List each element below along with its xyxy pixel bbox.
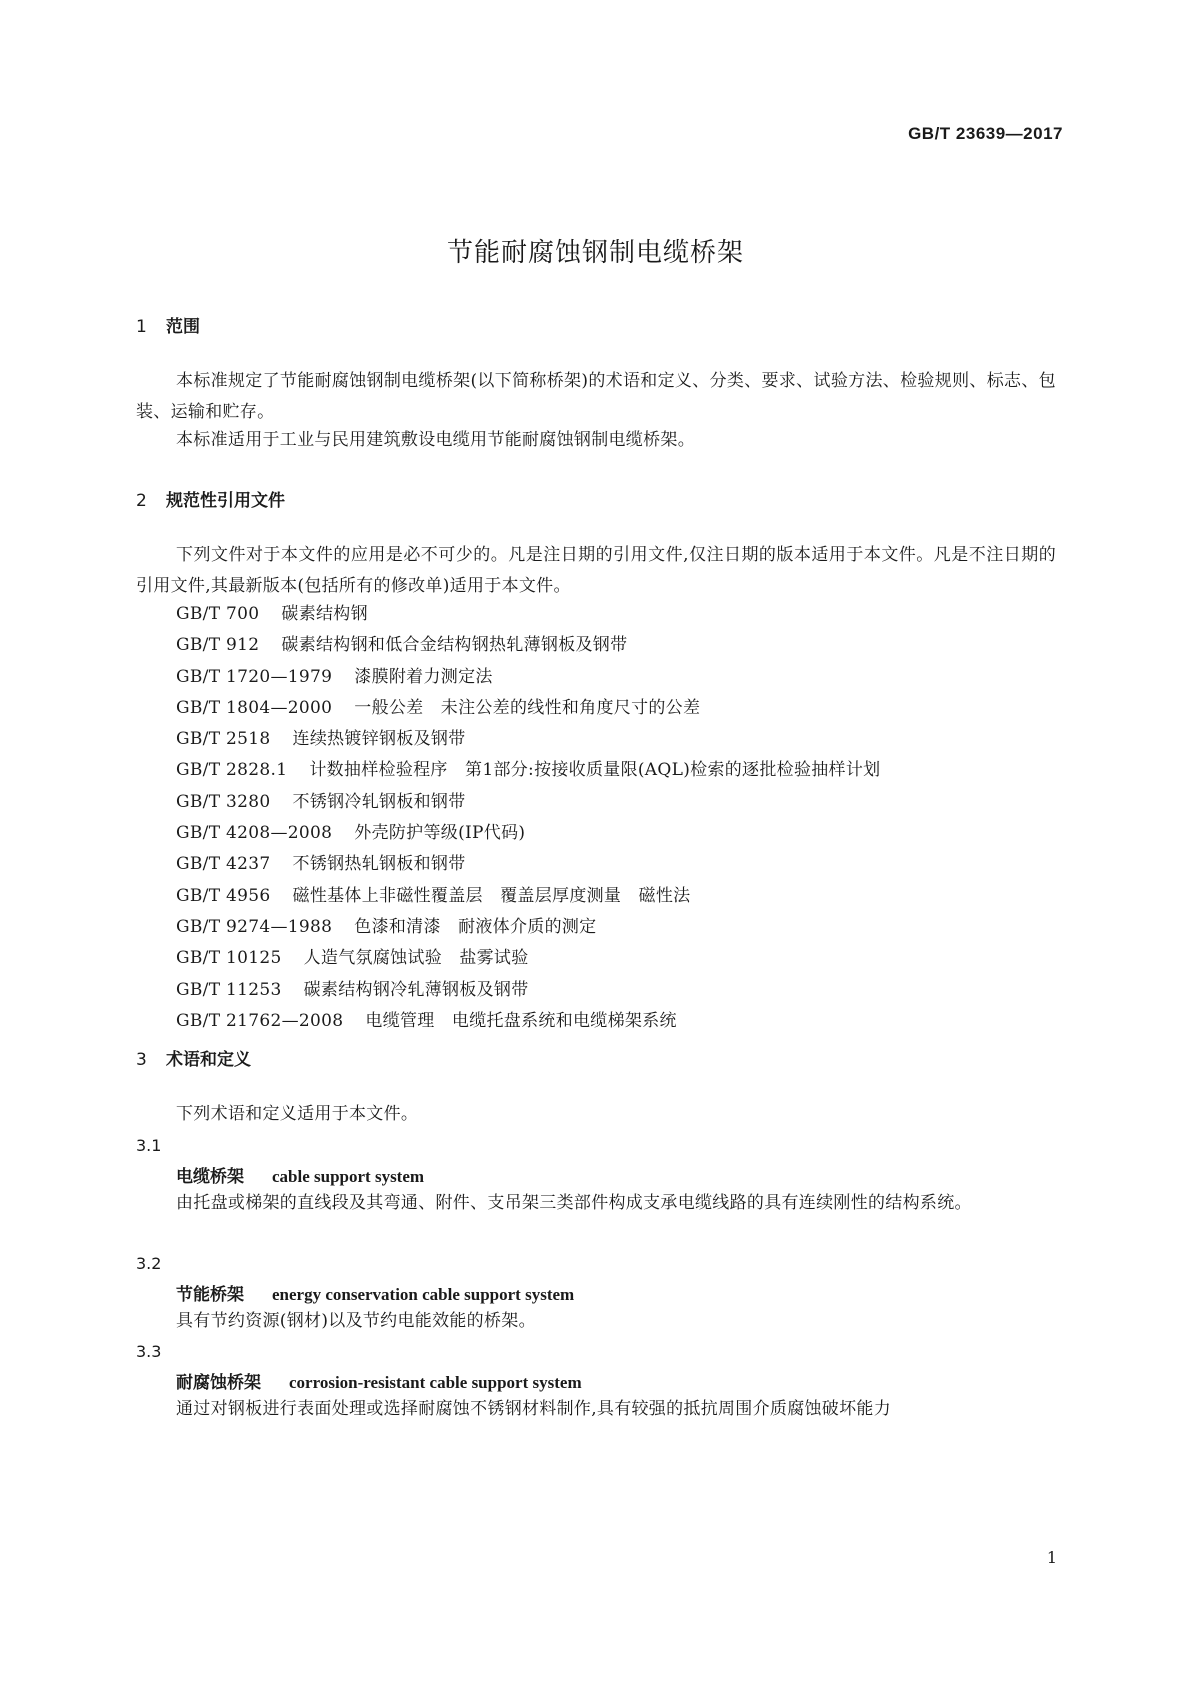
clause-number: 3.3 bbox=[136, 1342, 162, 1361]
reference-code: GB/T 1804—2000 bbox=[176, 697, 333, 718]
reference-title: 电缆管理 电缆托盘系统和电缆梯架系统 bbox=[365, 1010, 677, 1031]
reference-code: GB/T 11253 bbox=[176, 979, 282, 1000]
term-entry bbox=[176, 1368, 582, 1393]
section-1-paragraph-1: 本标准规定了节能耐腐蚀钢制电缆桥架(以下简称桥架)的术语和定义、分类、要求、试验方法、检验规则、标志、包装、运输和贮存。 bbox=[136, 371, 1056, 422]
reference-item bbox=[176, 724, 1056, 755]
reference-title: 外壳防护等级(IP代码) bbox=[354, 823, 526, 844]
page-number: 1 bbox=[1046, 1548, 1057, 1567]
clause-number: 3.1 bbox=[136, 1136, 162, 1155]
reference-item bbox=[176, 1006, 1056, 1037]
reference-code: GB/T 700 bbox=[176, 604, 260, 624]
reference-item bbox=[176, 818, 1056, 849]
term-chinese: 耐腐蚀桥架 bbox=[176, 1373, 261, 1393]
reference-item bbox=[176, 943, 1056, 974]
section-2-heading bbox=[136, 486, 1056, 511]
reference-item bbox=[176, 662, 1056, 693]
section-number: 1 bbox=[136, 317, 147, 337]
reference-code: GB/T 10125 bbox=[176, 948, 282, 969]
section-1-heading bbox=[136, 312, 1056, 337]
reference-code: GB/T 912 bbox=[176, 635, 260, 656]
reference-title: 不锈钢冷轧钢板和钢带 bbox=[292, 791, 466, 812]
reference-title: 一般公差 未注公差的线性和角度尺寸的公差 bbox=[354, 697, 701, 718]
reference-code: GB/T 9274—1988 bbox=[176, 916, 333, 937]
term-entry bbox=[176, 1280, 574, 1305]
reference-item bbox=[176, 881, 1056, 912]
document-title: 节能耐腐蚀钢制电缆桥架 bbox=[446, 238, 744, 268]
reference-item bbox=[176, 630, 1056, 661]
section-3-heading bbox=[136, 1045, 1056, 1070]
section-1-paragraph-2: 本标准适用于工业与民用建筑敷设电缆用节能耐腐蚀钢制电缆桥架。 bbox=[176, 430, 695, 450]
reference-code: GB/T 21762—2008 bbox=[176, 1010, 344, 1031]
reference-title: 碳素结构钢和低合金结构钢热轧薄钢板及钢带 bbox=[281, 635, 628, 656]
reference-item bbox=[176, 912, 1056, 943]
reference-title: 碳素结构钢冷轧薄钢板及钢带 bbox=[303, 979, 529, 1000]
reference-code: GB/T 2518 bbox=[176, 729, 271, 750]
reference-title: 不锈钢热轧钢板和钢带 bbox=[292, 854, 466, 875]
standard-number: GB/T 23639—2017 bbox=[908, 124, 1063, 143]
term-english: energy conservation cable support system bbox=[272, 1285, 575, 1304]
reference-item bbox=[176, 755, 1056, 786]
clause-number: 3.2 bbox=[136, 1254, 162, 1273]
term-chinese: 节能桥架 bbox=[176, 1285, 244, 1305]
reference-title: 计数抽样检验程序 第1部分:按接收质量限(AQL)检索的逐批检验抽样计划 bbox=[309, 760, 881, 781]
reference-title: 漆膜附着力测定法 bbox=[354, 666, 493, 687]
reference-title: 连续热镀锌钢板及钢带 bbox=[292, 729, 466, 750]
reference-item bbox=[176, 975, 1056, 1006]
reference-code: GB/T 4237 bbox=[176, 854, 271, 875]
reference-code: GB/T 2828.1 bbox=[176, 760, 288, 781]
reference-code: GB/T 1720—1979 bbox=[176, 666, 333, 687]
term-chinese: 电缆桥架 bbox=[176, 1167, 244, 1187]
reference-code: GB/T 4208—2008 bbox=[176, 823, 333, 844]
term-english: cable support system bbox=[272, 1167, 425, 1186]
section-number: 3 bbox=[136, 1050, 147, 1070]
reference-title: 碳素结构钢 bbox=[281, 604, 368, 624]
reference-code: GB/T 4956 bbox=[176, 885, 271, 906]
normative-reference-list bbox=[176, 599, 1056, 1037]
section-number: 2 bbox=[136, 491, 147, 511]
term-english: corrosion-resistant cable support system bbox=[289, 1373, 582, 1392]
section-3-intro: 下列术语和定义适用于本文件。 bbox=[176, 1104, 419, 1124]
term-definition: 通过对钢板进行表面处理或选择耐腐蚀不锈钢材料制作,具有较强的抵抗周围介质腐蚀破坏能力 bbox=[176, 1399, 892, 1419]
section-title: 术语和定义 bbox=[166, 1050, 251, 1070]
term-definition: 由托盘或梯架的直线段及其弯通、附件、支吊架三类部件构成支承电缆线路的具有连续刚性的结构系统。 bbox=[176, 1193, 972, 1213]
reference-item bbox=[176, 849, 1056, 880]
section-title: 规范性引用文件 bbox=[166, 491, 285, 511]
reference-title: 色漆和清漆 耐液体介质的测定 bbox=[354, 916, 597, 937]
section-2-intro: 下列文件对于本文件的应用是必不可少的。凡是注日期的引用文件,仅注日期的版本适用于本文件。凡是不注日期的引用文件,其最新版本(包括所有的修改单)适用于本文件。 bbox=[136, 545, 1056, 596]
reference-item bbox=[176, 787, 1056, 818]
term-entry bbox=[176, 1162, 424, 1187]
reference-item bbox=[176, 599, 1056, 630]
term-definition: 具有节约资源(钢材)以及节约电能效能的桥架。 bbox=[176, 1311, 536, 1331]
reference-title: 人造气氛腐蚀试验 盐雾试验 bbox=[303, 948, 529, 969]
reference-title: 磁性基体上非磁性覆盖层 覆盖层厚度测量 磁性法 bbox=[292, 885, 691, 906]
section-title: 范围 bbox=[166, 317, 200, 337]
reference-code: GB/T 3280 bbox=[176, 791, 271, 812]
reference-item bbox=[176, 693, 1056, 724]
